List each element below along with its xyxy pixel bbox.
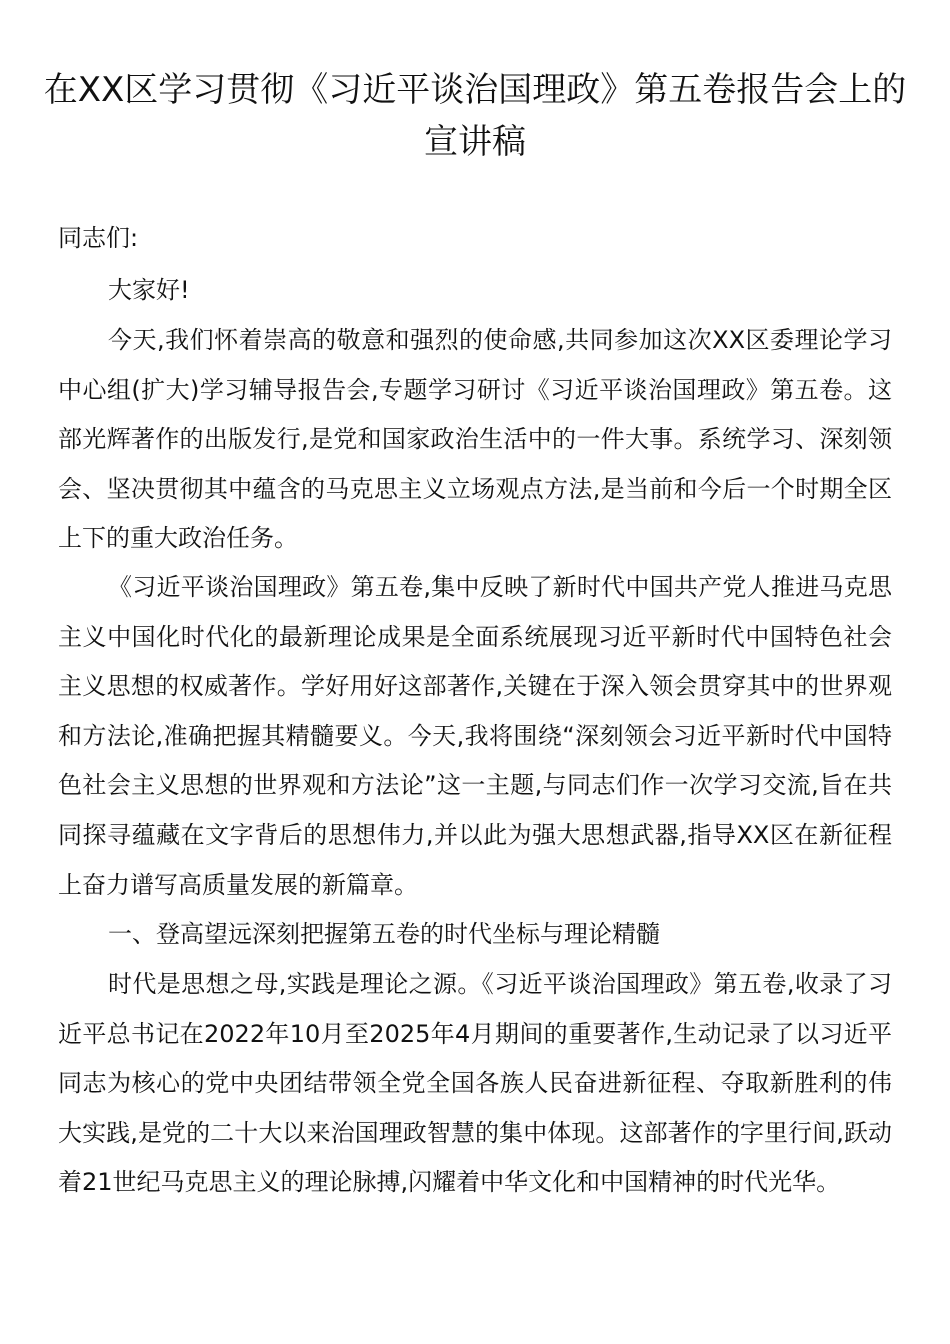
- paragraph-intro: 今天,我们怀着崇高的敬意和强烈的使命感,共同参加这次XX区委理论学习中心组(扩大)学习辅导报告会,专题学习研讨《习近平谈治国理政》第五卷。这部光辉著作的出版发行,是党和国家政治生活中的一件大事。系统学习、深刻领会、坚决贯彻其中蕴含的马克思主义立场观点方法,是当前和今后一个时期全区上下的重大政治任务。: [58, 326, 892, 553]
- section-paragraph: 时代是思想之母,实践是理论之源。《习近平谈治国理政》第五卷,收录了习近平总书记在2022年10月至2025年4月期间的重要著作,生动记录了以习近平同志为核心的党中央团结带领全党全国各族人民奋进新征程、夺取新胜利的伟大实践,是党的二十大以来治国理政智慧的集中体现。这部著作的字里行间,跃动着21世纪马克思主义的理论脉搏,闪耀着中华文化和中国精神的时代光华。: [58, 970, 892, 1197]
- salutation: 同志们:: [58, 224, 139, 252]
- paragraph-theme: 《习近平谈治国理政》第五卷,集中反映了新时代中国共产党人推进马克思主义中国化时代化的最新理论成果是全面系统展现习近平新时代中国特色社会主义思想的权威著作。学好用好这部著作,关键在于深入领会贯穿其中的世界观和方法论,准确把握其精髓要义。今天,我将围绕“深刻领会习近平新时代中国特色社会主义思想的世界观和方法论”这一主题,与同志们作一次学习交流,旨在共同探寻蕴藏在文字背后的思想伟力,并以此为强大思想武器,指导XX区在新征程上奋力谱写高质量发展的新篇章。: [58, 573, 892, 899]
- section-heading: 一、登高望远深刻把握第五卷的时代坐标与理论精髓: [108, 920, 660, 948]
- document-title: 在XX区学习贯彻《习近平谈治国理政》第五卷报告会上的宣讲稿: [43, 70, 907, 162]
- greeting: 大家好!: [108, 276, 190, 304]
